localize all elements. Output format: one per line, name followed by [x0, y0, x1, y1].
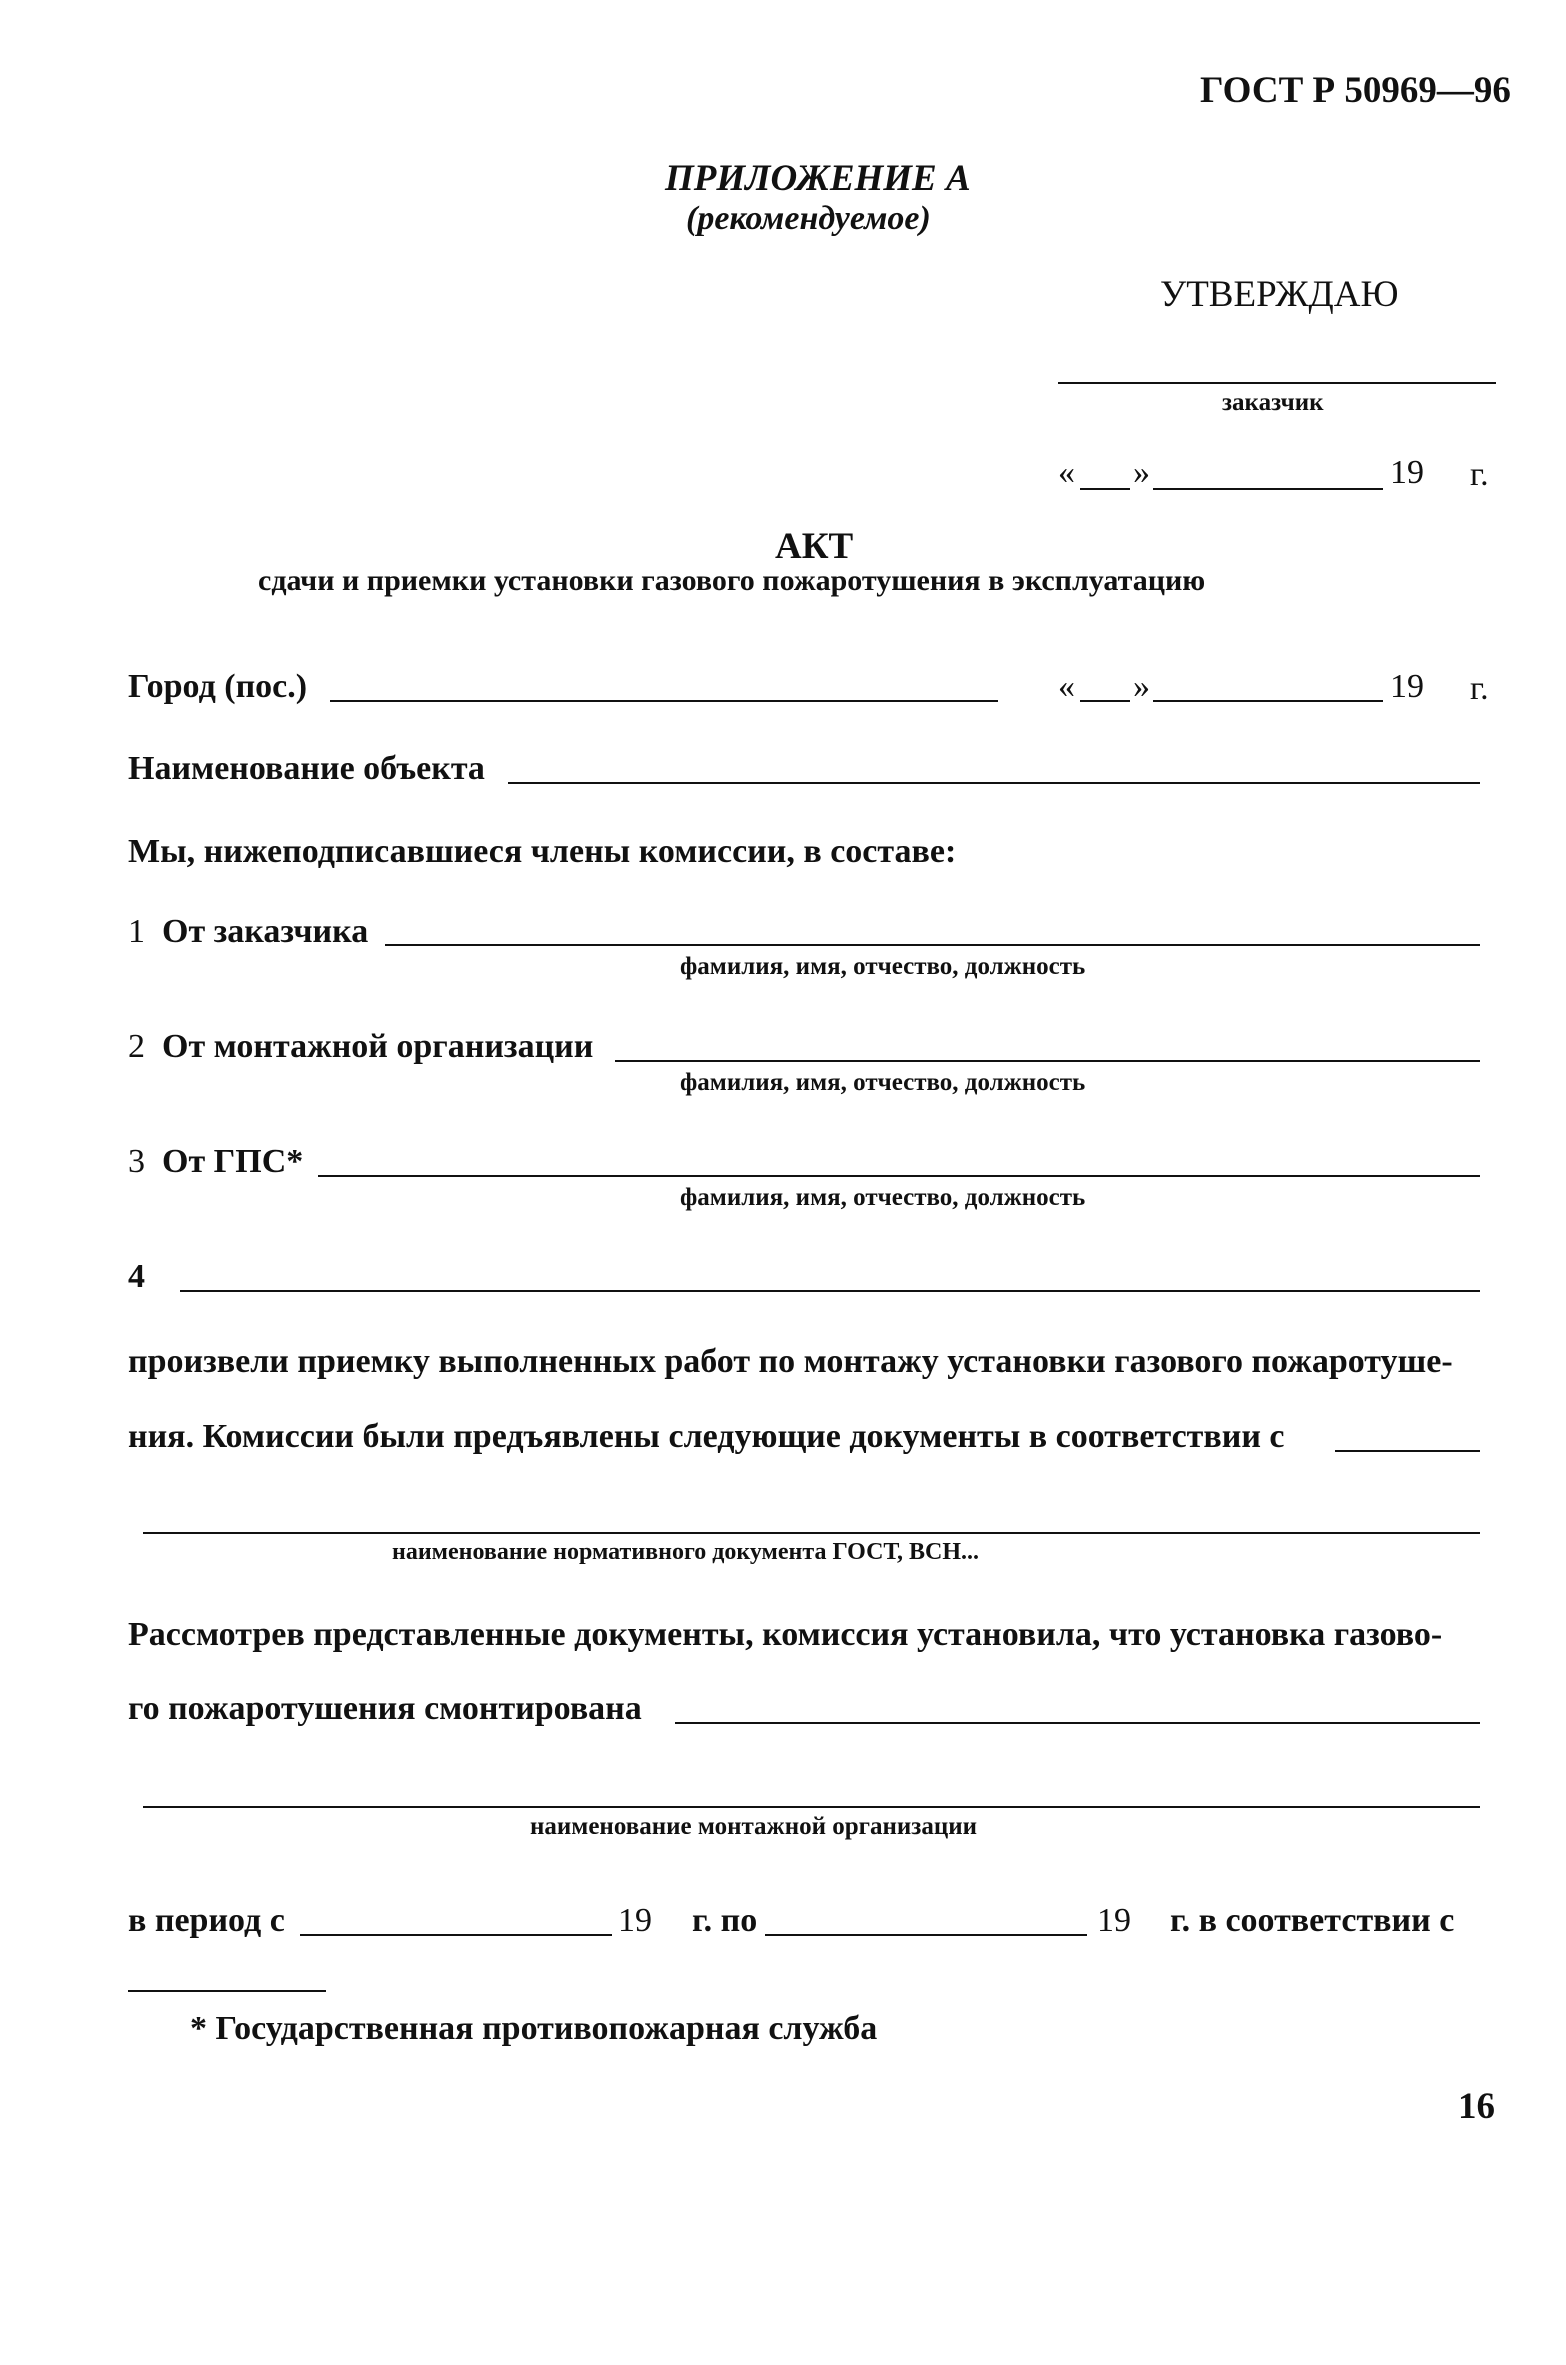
city-year-prefix: 19	[1390, 668, 1424, 705]
act-subtitle: сдачи и приемки установки газового пожаротушения в эксплуатацию	[258, 564, 1206, 597]
member-2-number: 2	[128, 1028, 145, 1065]
city-month-line	[1153, 700, 1383, 702]
period-end-line	[765, 1934, 1087, 1936]
member-3-caption: фамилия, имя, отчество, должность	[680, 1184, 1086, 1211]
period-suffix: г. в соответствии с	[1170, 1902, 1455, 1939]
period-start-line	[300, 1934, 612, 1936]
city-label: Город (пос.)	[128, 668, 308, 705]
members-intro: Мы, нижеподписавшиеся члены комиссии, в составе:	[128, 833, 957, 870]
paragraph-1-end-line	[1335, 1450, 1480, 1452]
member-3-line	[318, 1175, 1480, 1177]
city-line	[330, 700, 998, 702]
organization-line	[143, 1806, 1480, 1808]
member-3-number: 3	[128, 1143, 145, 1180]
act-title: АКТ	[775, 526, 854, 567]
paragraph-1-line-1: произвели приемку выполненных работ по монтажу установки газового пожаротуше-	[128, 1343, 1453, 1380]
period-middle: г. по	[692, 1902, 758, 1939]
period-year-1: 19	[618, 1902, 652, 1939]
member-1-label: От заказчика	[162, 913, 369, 950]
approval-year-prefix: 19	[1390, 454, 1424, 491]
city-day-line	[1080, 700, 1130, 702]
city-date-quote-open: «	[1058, 668, 1075, 705]
approval-date-quote-open: «	[1058, 454, 1075, 491]
customer-caption: заказчик	[1222, 389, 1324, 416]
footnote-separator	[128, 1990, 326, 1992]
paragraph-1-line-2: ния. Комиссии были предъявлены следующие документы в соответствии с	[128, 1418, 1285, 1455]
member-2-label: От монтажной организации	[162, 1028, 594, 1065]
normative-doc-line	[143, 1532, 1480, 1534]
approval-month-line	[1153, 488, 1383, 490]
object-name-label: Наименование объекта	[128, 750, 485, 787]
city-date-quote-close: »	[1133, 668, 1150, 705]
member-1-line	[385, 944, 1480, 946]
appendix-title: ПРИЛОЖЕНИЕ А	[665, 158, 971, 199]
city-year-suffix: г.	[1470, 670, 1489, 707]
approve-label: УТВЕРЖДАЮ	[1160, 274, 1399, 315]
page-number: 16	[1458, 2086, 1495, 2127]
member-2-caption: фамилия, имя, отчество, должность	[680, 1069, 1086, 1096]
paragraph-2-line-1: Рассмотрев представленные документы, комиссия установила, что установка газово-	[128, 1616, 1443, 1653]
member-2-line	[615, 1060, 1480, 1062]
member-4-line	[180, 1290, 1480, 1292]
member-4-number: 4	[128, 1258, 145, 1295]
object-name-line	[508, 782, 1480, 784]
customer-signature-line	[1058, 382, 1496, 384]
mounted-by-line	[675, 1722, 1480, 1724]
member-3-label: От ГПС*	[162, 1143, 304, 1180]
paragraph-2-line-2: го пожаротушения смонтирована	[128, 1690, 642, 1727]
standard-code: ГОСТ Р 50969—96	[1200, 70, 1511, 111]
normative-doc-caption: наименование нормативного документа ГОСТ, ВСН...	[392, 1539, 980, 1565]
period-prefix: в период с	[128, 1902, 285, 1939]
approval-year-suffix: г.	[1470, 456, 1489, 493]
appendix-subtitle: (рекомендуемое)	[686, 200, 931, 237]
approval-day-line	[1080, 488, 1130, 490]
member-1-caption: фамилия, имя, отчество, должность	[680, 953, 1086, 980]
approval-date-quote-close: »	[1133, 454, 1150, 491]
footnote-text: * Государственная противопожарная служба	[190, 2010, 878, 2047]
member-1-number: 1	[128, 913, 145, 950]
period-year-2: 19	[1097, 1902, 1131, 1939]
organization-caption: наименование монтажной организации	[530, 1813, 978, 1840]
